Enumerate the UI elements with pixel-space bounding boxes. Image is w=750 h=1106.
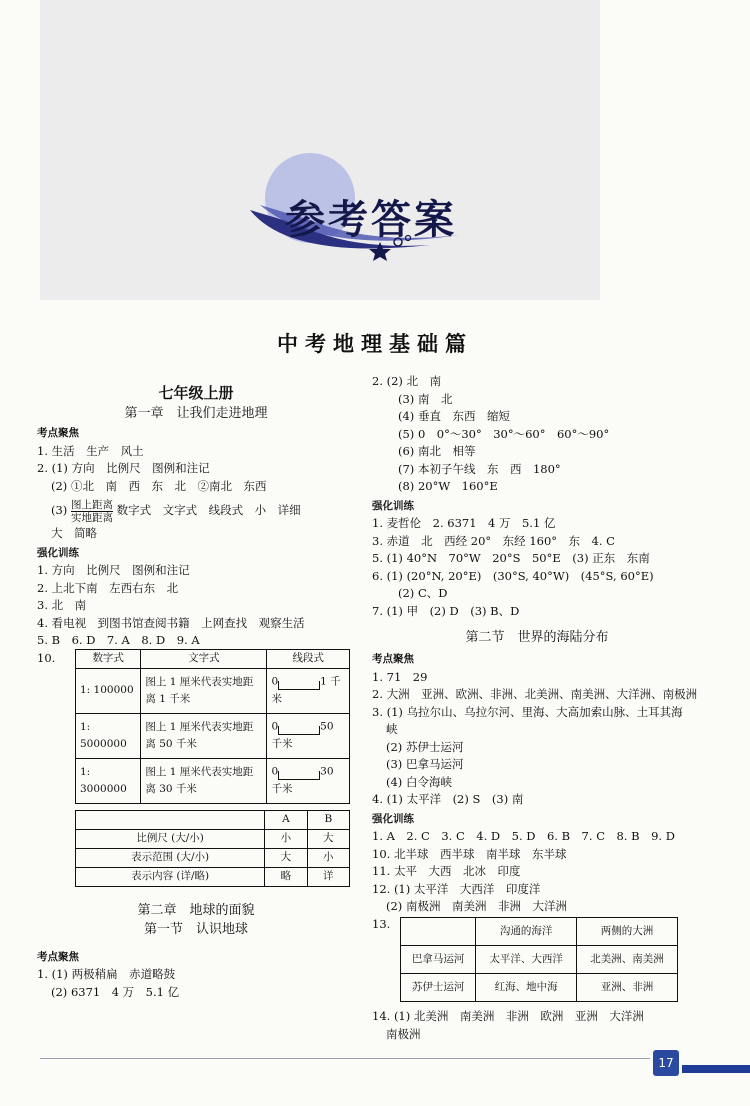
answer-line: 1. 生活 生产 风土 [37,443,144,458]
table-header: 线段式 [267,650,350,669]
answer-line: 3. 北 南 [37,598,87,612]
answer-line: (3) 南 北 [398,391,453,406]
answer-line: 1. 71 29 [372,669,428,684]
table-header: 两侧的大洲 [577,918,678,946]
table-row [76,759,350,804]
page-title: 参考答案 [285,196,457,243]
table-header: A [265,811,307,830]
table-cell: 1: 5000000 [76,714,141,759]
answer-line: (7) 本初子午线 东 西 180° [398,461,561,476]
table-row [76,714,350,759]
answer-line: (5) 0 0°～30° 30°～60° 60°～90° [398,426,610,441]
answer-line: 2. 大洲 亚洲、欧洲、非洲、北美洲、南美洲、大洋洲、南极洲 [372,687,698,701]
answer-line: 1. 方向 比例尺 图例和注记 [37,563,190,577]
scale-distance: 30 千米 [271,765,334,796]
grade-heading: 七年级上册 [158,384,234,402]
footer-divider [40,1058,650,1059]
table-row [76,848,350,867]
scale-bar [278,681,320,690]
answer-line: 1. (1) 两极稍扁 赤道略鼓 [37,967,176,981]
section-1-heading: 第一节 认识地球 [143,921,248,937]
table-cell: 比例尺 (大/小) [76,829,265,848]
page-number: 17 [653,1050,679,1076]
table-cell: 小 [307,848,349,867]
canal-table [400,917,678,1002]
table-header: 数字式 [76,650,141,669]
table-cell: 北美洲、南美洲 [577,946,678,974]
table-cell: 表示内容 (详/略) [76,867,265,886]
table-cell: 红海、地中海 [476,974,577,1002]
scale-distance: 50 千米 [271,720,334,751]
answer-line: 5. B 6. D 7. A 8. D 9. A [37,633,200,647]
line-scale-cell [267,714,350,759]
table-row [76,669,350,714]
table-cell: 详 [307,867,349,886]
answer-line: (4) 白令海峡 [386,774,452,789]
answer-line: (2) ①北 南 西 东 北 ②南北 东西 [51,478,267,493]
page-bar-decoration [682,1065,750,1073]
line-scale-cell [267,759,350,804]
block-label: 考点聚焦 [37,950,79,963]
table-header: B [307,811,349,830]
right-column [372,373,702,1043]
answer-part: (3) [51,503,68,517]
table-header [401,918,476,946]
table-header [76,811,265,830]
answer-line: 2. (2) 北 南 [372,374,442,388]
scale-table [75,649,350,804]
answer-line: 10. [37,650,56,665]
answer-line: 大 简略 [51,526,97,540]
left-column [37,382,355,1001]
answer-line: 4. 看电视 到图书馆查阅书籍 上网查找 观察生活 [37,615,305,630]
answer-line: 3. 赤道 北 西经 20° 东经 160° 东 4. C [372,533,615,548]
table-cell: 表示范围 (大/小) [76,848,265,867]
table-row [401,974,678,1002]
answer-line-fraction [37,495,355,525]
answer-line: 7. (1) 甲 (2) D (3) B、D [372,603,520,618]
answer-line: 5. (1) 40°N 70°W 20°S 50°E (3) 正东 东南 [372,551,650,565]
answer-line: (2) 苏伊士运河 [386,739,464,754]
table-cell: 图上 1 厘米代表实地距离 50 千米 [141,714,267,759]
scale-bar [278,771,320,780]
scale-distance: 1 千米 [271,675,341,706]
answer-line: 13. [372,916,391,931]
chapter-1-heading: 第一章 让我们走进地理 [124,406,268,421]
answer-part: 数字式 文字式 线段式 小 详细 [116,503,301,517]
answer-line: 1. A 2. C 3. C 4. D 5. D 6. B 7. C 8. B 9. D [372,829,675,843]
table-header: 文字式 [141,650,267,669]
table-cell: 小 [265,829,307,848]
answer-line: 10. 北半球 西半球 南半球 东半球 [372,846,567,861]
table-cell: 大 [307,829,349,848]
answer-line: 2. (1) 方向 比例尺 图例和注记 [37,461,210,475]
answer-line: 峡 [386,722,398,736]
scale-bar [278,726,320,735]
table-cell: 图上 1 厘米代表实地距离 1 千米 [141,669,267,714]
answer-line: (2) 6371 4 万 5.1 亿 [51,984,180,999]
table-cell: 巴拿马运河 [401,946,476,974]
block-label: 考点聚焦 [372,653,414,665]
answer-line: 2. 上北下南 左西右东 北 [37,580,179,595]
block-label: 强化训练 [37,546,79,559]
table-cell: 苏伊士运河 [401,974,476,1002]
table-cell: 太平洋、大西洋 [476,946,577,974]
table-row [401,946,678,974]
answer-line: 4. (1) 太平洋 (2) S (3) 南 [372,792,524,806]
answer-line: 3. (1) 乌拉尔山、乌拉尔河、里海、大高加索山脉、土耳其海 [372,704,683,719]
block-label: 强化训练 [372,812,414,825]
answer-line: (4) 垂直 东西 缩短 [398,409,510,423]
fraction-numerator: 图上距离 [70,498,113,511]
table-cell: 亚洲、非洲 [577,974,678,1002]
answer-line: 12. (1) 太平洋 大西洋 印度洋 [372,881,541,896]
table-row [76,829,350,848]
fraction [71,499,113,524]
block-label: 强化训练 [372,499,414,512]
answer-line: 6. (1) (20°N, 20°E) (30°S, 40°W) (45°S, 60°E) [372,568,654,583]
table-header: 沟通的海洋 [476,918,577,946]
scale-zero: 0 [271,675,279,688]
table-row [76,867,350,886]
answer-line: 1. 麦哲伦 2. 6371 4 万 5.1 亿 [372,516,556,530]
answer-line: 11. 太平 大西 北冰 印度 [372,864,521,878]
fraction-denominator: 实地距离 [70,511,113,524]
table-cell: 图上 1 厘米代表实地距离 30 千米 [141,759,267,804]
table-cell: 略 [265,867,307,886]
chapter-2-heading: 第二章 地球的面貌 [137,902,255,918]
block-label: 考点聚焦 [37,427,79,439]
scale-zero: 0 [271,765,279,778]
answer-line: 南极洲 [386,1026,421,1041]
line-scale-cell [267,669,350,714]
answer-line: (8) 20°W 160°E [398,479,498,493]
answer-line: (3) 巴拿马运河 [386,757,464,771]
section-2-heading: 第二节 世界的海陆分布 [465,630,609,645]
table-cell: 1: 100000 [76,669,141,714]
answer-line: (2) 南极洲 南美洲 非洲 大洋洲 [386,899,567,913]
table-cell: 大 [265,848,307,867]
table-cell: 1: 3000000 [76,759,141,804]
scale-zero: 0 [271,720,279,733]
answer-line: (2) C、D [398,586,448,600]
answer-line: (6) 南北 相等 [398,444,476,458]
answer-line: 14. (1) 北美洲 南美洲 非洲 欧洲 亚洲 大洋洲 [372,1009,644,1023]
comparison-table [75,810,350,887]
section-title: 中考地理基础篇 [277,331,473,356]
